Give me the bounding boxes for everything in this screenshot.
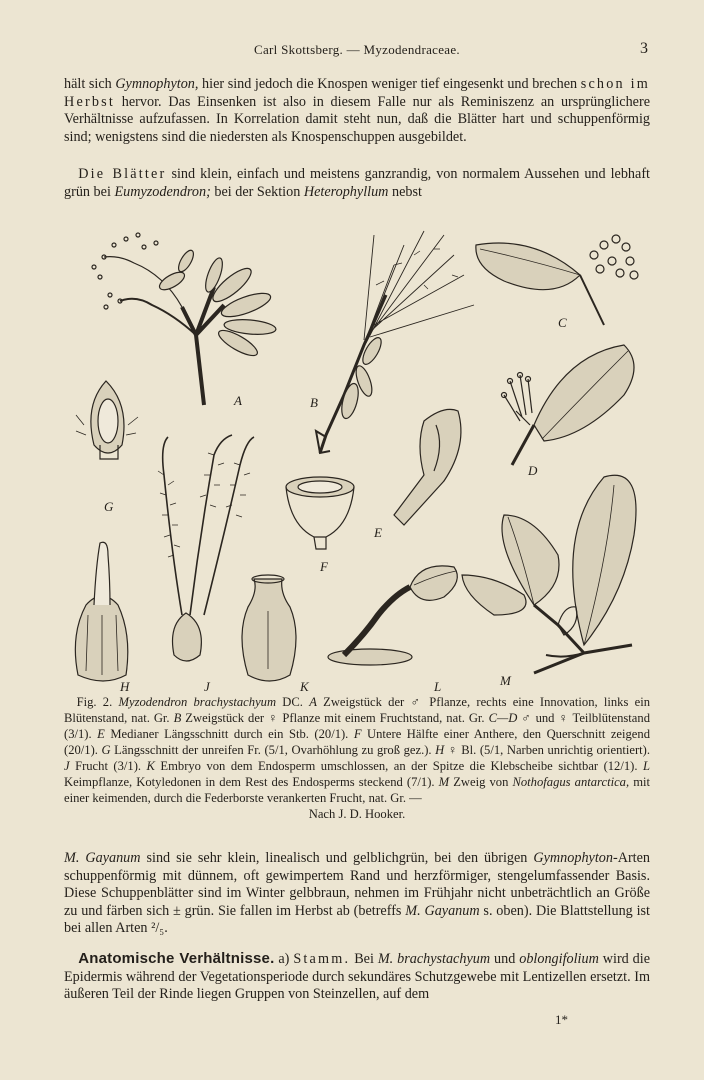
figure-label-l: L <box>434 679 442 693</box>
caption-letter: G <box>101 743 111 757</box>
italic-run: Gymnophyton, <box>115 76 199 92</box>
spaced-run: Die Blätter <box>78 166 167 182</box>
text-run: bei der Sektion <box>210 183 304 200</box>
spaced-run: schon im Herbst <box>64 76 650 110</box>
caption-run: Untere Hälfte einer Anthere, den Querschnitt zeigend (20/1). <box>64 727 650 757</box>
text-run: s. oben). Die Blattstellung ist bei allen Arten ²/₅. <box>64 902 650 936</box>
text-run: a) <box>274 951 294 967</box>
caption-fig-number: Fig. 2. <box>76 695 113 709</box>
caption-letter: C—D <box>488 711 518 725</box>
illustration-a <box>92 233 277 405</box>
caption-letter: H <box>435 743 445 757</box>
text-run: wird die Epidermis während der Vegetationsperiode durch sekundäres Schutzgewebe mit Lentizellen ersetzt. Im äußeren Teil der Rinde liegen Gruppen von Steinzellen, auf dem <box>64 951 651 1002</box>
botanical-figure <box>64 215 650 693</box>
caption-run: Frucht (3/1). <box>69 759 147 773</box>
caption-run: ♀ Bl. (5/1, Narben unrichtig orientiert). <box>444 743 651 757</box>
figure-label-g: G <box>104 499 114 514</box>
caption-letter: A <box>309 695 317 709</box>
figure-label-d: D <box>528 463 538 478</box>
figure-label-k: K <box>300 679 309 693</box>
figure-label-a: A <box>234 393 242 408</box>
figure-label-j: J <box>204 679 210 693</box>
text-run: hält sich <box>64 76 116 92</box>
text-run: Bei <box>350 951 378 967</box>
illustration-l <box>328 566 457 665</box>
text-run: nebst <box>388 183 422 200</box>
caption-run: Zweigstück der ♀ Pflanze mit einem Fruchtstand, nat. Gr. <box>181 711 489 725</box>
caption-run: Zweig von <box>449 775 513 789</box>
figure-label-f: F <box>320 559 328 574</box>
italic-run: M. Gayanum <box>405 902 480 919</box>
italic-run: Gymnophyton <box>533 850 613 866</box>
caption-run: Medianer Längsschnitt durch ein Stb. (20/1). <box>104 727 354 741</box>
text-run: hervor. Das Einsenken ist also in diesem Falle nur als Reminiszenz an ursprünglichere Verhältnisse aufzufassen. In Korrelation damit steht nun, daß die Blätter hart und schuppenförmig sind; wenigstens sind die niedersten als Knospenschuppen ausgebildet. <box>64 93 650 145</box>
caption-run: Keimpflanze, Kotyledonen in dem Rest des Endosperms steckend (7/1). <box>64 775 439 789</box>
illustration-g <box>76 381 138 459</box>
text-run: hier sind jedoch die Knospen weniger tief eingesenkt und brechen <box>198 76 581 92</box>
italic-run: Heterophyllum <box>303 183 389 200</box>
caption-letter: J <box>64 759 70 773</box>
spaced-run: Stamm. <box>293 951 351 967</box>
figure-label-h: H <box>120 679 130 693</box>
figure-illustration <box>64 215 650 693</box>
figure-label-c: C <box>558 315 567 330</box>
caption-species: Myzodendron brachystachyum <box>118 695 277 709</box>
caption-source: Nach J. D. Hooker. <box>308 807 406 821</box>
caption-letter: M <box>438 775 450 789</box>
illustration-m <box>462 475 636 673</box>
figure-label-m: M <box>500 673 511 688</box>
signature-mark: 1* <box>555 1012 568 1027</box>
italic-run: oblongifolium <box>519 951 599 967</box>
caption-letter: B <box>173 711 182 725</box>
illustration-c <box>476 235 638 325</box>
paragraph-2 <box>64 166 650 201</box>
figure-caption <box>64 694 650 822</box>
text-run: sind klein, einfach und meistens ganzrandig, von normalem Aussehen und lebhaft grün bei <box>64 166 650 200</box>
italic-run: Eumyzodendron; <box>114 183 211 200</box>
caption-run: Zweigstück der ♂ Pflanze, rechts eine Innovation, links ein Blütenstand, nat. Gr. <box>64 695 650 725</box>
caption-letter: L <box>642 759 650 773</box>
caption-run: mit einer keimenden, durch die Federborste verankerten Frucht, nat. Gr. — <box>64 775 650 805</box>
italic-run: M. Gayanum <box>64 850 141 866</box>
illustration-d <box>502 345 635 465</box>
text-run: -Arten schuppenförmig mit dünnem, oft gewimpertem Rand und herzförmiger, stengelumfassender Basis. Diese Schuppenblätter sind im Winter gelbbraun, nehmen im Frühjahr nicht unbeträchtlich an Größe zu und färben sich ± grün. Sie fallen im Herbst ab (betreffs <box>64 850 650 919</box>
illustration-j <box>158 435 254 661</box>
caption-run: Embryo von dem Endosperm umschlossen, an der Spitze die Klebscheibe sichtbar (12/1). <box>154 759 643 773</box>
illustration-k <box>242 575 296 681</box>
paragraph-1 <box>64 76 650 146</box>
paragraph-4 <box>64 950 650 1004</box>
italic-run: M. brachystachyum <box>377 951 491 967</box>
section-heading: Anatomische Verhältnisse. <box>78 950 275 967</box>
caption-letter: K <box>146 759 155 773</box>
figure-label-b: B <box>310 395 318 410</box>
caption-run: ♂ und ♀ Teilblütenstand (3/1). <box>64 711 650 741</box>
page-number: 3 <box>640 40 648 57</box>
caption-run: DC. <box>276 695 310 709</box>
text-run: und <box>490 951 520 967</box>
illustration-f <box>286 477 354 549</box>
paragraph-3 <box>64 850 650 938</box>
illustration-e <box>394 409 461 525</box>
running-head: Carl Skottsberg. — Myzodendraceae. <box>254 42 460 57</box>
caption-letter: E <box>97 727 105 741</box>
illustration-h <box>75 542 127 681</box>
caption-italic: Nothofagus antarctica, <box>512 775 630 789</box>
caption-letter: F <box>353 727 362 741</box>
figure-label-e: E <box>374 525 382 540</box>
caption-run: Längsschnitt der unreifen Fr. (5/1, Ovarhöhlung zu groß gez.). <box>110 743 436 757</box>
text-run: sind sie sehr klein, linealisch und gelblichgrün, bei den übrigen <box>140 850 534 866</box>
